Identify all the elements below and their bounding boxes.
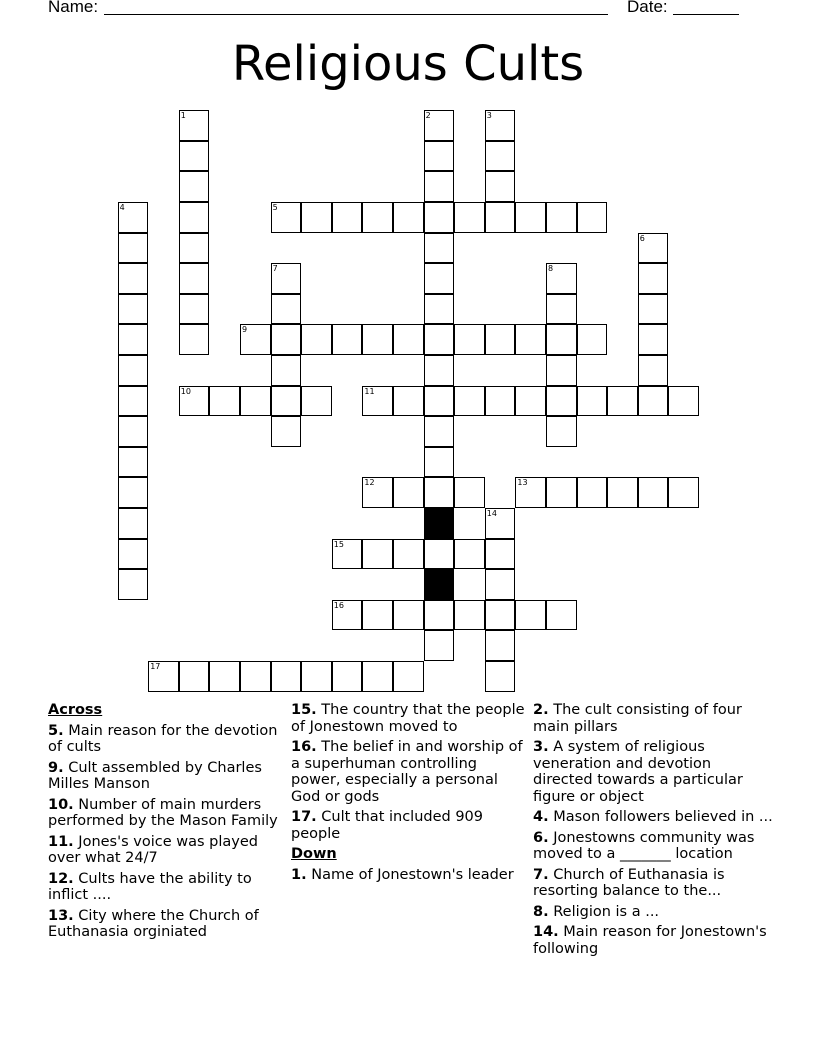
clue-number: 5 [272, 203, 278, 212]
clue-number-label: 6. [533, 829, 549, 846]
clue-number-label: 5. [48, 722, 64, 739]
letter-square[interactable] [454, 324, 485, 355]
clue-item [291, 867, 529, 884]
letter-square[interactable] [240, 386, 271, 417]
clue-number-label: 16. [291, 739, 317, 755]
clue-item [533, 904, 773, 921]
clue-number: 1 [180, 111, 186, 121]
letter-square[interactable] [485, 324, 516, 355]
letter-square[interactable] [485, 569, 516, 600]
clue-number-label: 7. [533, 866, 549, 883]
clue-number-label: 8. [533, 903, 549, 920]
letter-square[interactable] [271, 294, 302, 325]
clue-item [291, 739, 529, 805]
letter-square[interactable] [546, 294, 577, 325]
letter-square[interactable] [546, 202, 577, 233]
letter-square[interactable] [118, 294, 149, 325]
letter-square[interactable] [301, 661, 332, 692]
name-label: Name: [48, 0, 99, 16]
letter-square[interactable] [424, 386, 455, 417]
letter-square[interactable] [118, 202, 149, 233]
letter-square[interactable] [332, 324, 363, 355]
letter-square[interactable] [424, 539, 455, 570]
clues-column-2 [291, 702, 529, 887]
clue-number: 12 [364, 478, 375, 488]
clue-number-label: 9. [48, 759, 64, 776]
clue-text: Jones's voice was played over what 24/7 [48, 833, 258, 866]
clues-column-1 [48, 702, 284, 945]
clue-item [291, 702, 529, 735]
clue-text: Cults have the ability to inflict .... [48, 870, 252, 903]
letter-square[interactable] [424, 324, 455, 355]
letter-square[interactable] [424, 447, 455, 478]
clue-number-label: 4. [533, 809, 549, 825]
letter-square[interactable] [118, 324, 149, 355]
letter-square[interactable] [118, 233, 149, 264]
clue-number: 15 [333, 539, 344, 549]
letter-square[interactable] [179, 233, 210, 264]
clue-item [533, 739, 773, 805]
letter-square[interactable] [179, 110, 210, 141]
letter-square[interactable] [362, 202, 393, 233]
letter-square[interactable] [271, 386, 302, 417]
letter-square[interactable] [485, 539, 516, 570]
clue-text: Church of Euthanasia is resorting balance to the... [533, 866, 725, 899]
letter-square[interactable] [179, 324, 210, 355]
letter-square[interactable] [485, 508, 516, 539]
letter-square[interactable] [240, 324, 271, 355]
letter-square[interactable] [424, 141, 455, 172]
clue-item [533, 867, 773, 900]
clue-number-label: 11. [48, 833, 74, 850]
letter-square[interactable] [577, 202, 608, 233]
clue-text: Jonestowns community was moved to a _______ location [533, 829, 755, 862]
letter-square[interactable] [607, 477, 638, 508]
clue-number: 4 [119, 203, 125, 212]
letter-square[interactable] [301, 202, 332, 233]
clue-item [48, 871, 284, 904]
letter-square[interactable] [179, 661, 210, 692]
letter-square[interactable] [424, 294, 455, 325]
letter-square[interactable] [271, 263, 302, 294]
letter-square[interactable] [179, 263, 210, 294]
letter-square[interactable] [515, 324, 546, 355]
letter-square[interactable] [332, 539, 363, 570]
letter-square[interactable] [362, 600, 393, 631]
clue-text: A system of religious veneration and devotion directed towards a particular figure or object [533, 739, 743, 805]
letter-square[interactable] [638, 263, 669, 294]
letter-square[interactable] [515, 202, 546, 233]
clue-number: 3 [486, 111, 492, 121]
clue-text: Main reason for the devotion of cults [48, 722, 278, 755]
letter-square[interactable] [485, 661, 516, 692]
letter-square[interactable] [638, 386, 669, 417]
clue-number: 6 [639, 233, 645, 243]
clue-text: Cult that included 909 people [291, 809, 484, 842]
letter-square[interactable] [179, 294, 210, 325]
letter-square[interactable] [424, 477, 455, 508]
date-label: Date: [627, 0, 668, 16]
letter-square[interactable] [515, 477, 546, 508]
letter-square[interactable] [485, 630, 516, 661]
clue-item [533, 702, 773, 735]
clue-number: 17 [150, 662, 161, 671]
clue-number: 10 [180, 386, 191, 396]
letter-square[interactable] [485, 171, 516, 202]
letter-square[interactable] [454, 477, 485, 508]
clue-text: City where the Church of Euthanasia orginiated [48, 907, 259, 940]
letter-square[interactable] [393, 386, 424, 417]
clue-item [48, 760, 284, 793]
across-heading: Across [48, 702, 103, 718]
letter-square[interactable] [271, 324, 302, 355]
clue-number-label: 3. [533, 739, 549, 755]
letter-square[interactable] [179, 141, 210, 172]
clue-text: Mason followers believed in ... [553, 809, 773, 825]
clue-number-label: 2. [533, 702, 549, 718]
clue-item [48, 797, 284, 830]
clue-number: 9 [242, 325, 248, 335]
letter-square[interactable] [454, 386, 485, 417]
clue-text: Religion is a ... [553, 903, 660, 920]
clue-text: Main reason for Jonestown's following [533, 924, 767, 957]
clue-number: 11 [364, 386, 375, 396]
letter-square[interactable] [118, 416, 149, 447]
clues-column-3 [533, 702, 773, 961]
letter-square[interactable] [271, 416, 302, 447]
letter-square[interactable] [638, 324, 669, 355]
letter-square[interactable] [393, 539, 424, 570]
letter-square[interactable] [668, 386, 699, 417]
letter-square[interactable] [362, 477, 393, 508]
letter-square[interactable] [546, 324, 577, 355]
clue-number-label: 13. [48, 907, 74, 924]
letter-square[interactable] [362, 661, 393, 692]
letter-square[interactable] [179, 386, 210, 417]
letter-square[interactable] [546, 416, 577, 447]
clue-item [533, 809, 773, 826]
letter-square[interactable] [668, 477, 699, 508]
letter-square[interactable] [271, 661, 302, 692]
clue-text: Number of main murders performed by the Mason Family [48, 796, 278, 829]
clue-number: 2 [425, 111, 431, 121]
letter-square[interactable] [424, 233, 455, 264]
letter-square[interactable] [638, 477, 669, 508]
letter-square[interactable] [362, 386, 393, 417]
letter-square[interactable] [454, 539, 485, 570]
letter-square[interactable] [546, 600, 577, 631]
letter-square[interactable] [638, 294, 669, 325]
letter-square[interactable] [393, 477, 424, 508]
letter-square[interactable] [607, 386, 638, 417]
letter-square[interactable] [546, 477, 577, 508]
letter-square[interactable] [179, 202, 210, 233]
clue-number: 16 [333, 600, 344, 610]
black-square [424, 508, 455, 539]
letter-square[interactable] [485, 202, 516, 233]
letter-square[interactable] [485, 600, 516, 631]
letter-square[interactable] [118, 263, 149, 294]
letter-square[interactable] [638, 355, 669, 386]
letter-square[interactable] [240, 661, 271, 692]
letter-square[interactable] [577, 477, 608, 508]
letter-square[interactable] [424, 202, 455, 233]
letter-square[interactable] [332, 202, 363, 233]
letter-square[interactable] [424, 355, 455, 386]
letter-square[interactable] [515, 600, 546, 631]
letter-square[interactable] [577, 386, 608, 417]
clue-number-label: 15. [291, 702, 317, 718]
clue-number-label: 12. [48, 870, 74, 887]
clue-number-label: 17. [291, 809, 317, 825]
clue-item [533, 924, 773, 957]
letter-square[interactable] [424, 600, 455, 631]
letter-square[interactable] [424, 263, 455, 294]
clue-text: The country that the people of Jonestown moved to [291, 702, 525, 735]
clue-number: 7 [272, 264, 278, 274]
letter-square[interactable] [179, 171, 210, 202]
letter-square[interactable] [546, 263, 577, 294]
letter-square[interactable] [148, 661, 179, 692]
letter-square[interactable] [546, 355, 577, 386]
clue-number: 13 [517, 478, 528, 488]
letter-square[interactable] [118, 539, 149, 570]
letter-square[interactable] [271, 355, 302, 386]
letter-square[interactable] [209, 386, 240, 417]
letter-square[interactable] [454, 600, 485, 631]
letter-square[interactable] [332, 661, 363, 692]
letter-square[interactable] [209, 661, 240, 692]
clue-item [48, 908, 284, 941]
letter-square[interactable] [362, 324, 393, 355]
letter-square[interactable] [424, 110, 455, 141]
letter-square[interactable] [515, 386, 546, 417]
black-square [424, 569, 455, 600]
clue-number-label: 1. [291, 866, 307, 883]
letter-square[interactable] [118, 386, 149, 417]
letter-square[interactable] [577, 324, 608, 355]
clue-number: 8 [548, 264, 554, 274]
clue-text: Name of Jonestown's leader [311, 866, 514, 883]
letter-square[interactable] [271, 202, 302, 233]
letter-square[interactable] [454, 202, 485, 233]
letter-square[interactable] [485, 386, 516, 417]
letter-square[interactable] [332, 600, 363, 631]
page-title: Religious Cults [231, 36, 585, 92]
letter-square[interactable] [118, 569, 149, 600]
letter-square[interactable] [424, 171, 455, 202]
clue-number-label: 14. [533, 924, 559, 940]
letter-square[interactable] [118, 508, 149, 539]
letter-square[interactable] [393, 324, 424, 355]
clue-text: The belief in and worship of a superhuman controlling power, especially a personal God or gods [291, 739, 523, 805]
clue-item [533, 830, 773, 863]
letter-square[interactable] [118, 447, 149, 478]
letter-square[interactable] [362, 539, 393, 570]
letter-square[interactable] [118, 477, 149, 508]
down-heading: Down [291, 846, 337, 862]
clue-number: 14 [486, 509, 497, 518]
letter-square[interactable] [393, 600, 424, 631]
letter-square[interactable] [393, 202, 424, 233]
letter-square[interactable] [301, 386, 332, 417]
letter-square[interactable] [485, 110, 516, 141]
clue-item [291, 809, 529, 842]
clue-number-label: 10. [48, 796, 74, 813]
clue-text: Cult assembled by Charles Milles Manson [48, 759, 262, 792]
letter-square[interactable] [118, 355, 149, 386]
letter-square[interactable] [393, 661, 424, 692]
clue-item [48, 834, 284, 867]
letter-square[interactable] [546, 386, 577, 417]
letter-square[interactable] [485, 141, 516, 172]
letter-square[interactable] [424, 416, 455, 447]
clue-text: The cult consisting of four main pillars [533, 702, 742, 735]
letter-square[interactable] [424, 630, 455, 661]
letter-square[interactable] [638, 233, 669, 264]
clue-item [48, 723, 284, 756]
letter-square[interactable] [301, 324, 332, 355]
